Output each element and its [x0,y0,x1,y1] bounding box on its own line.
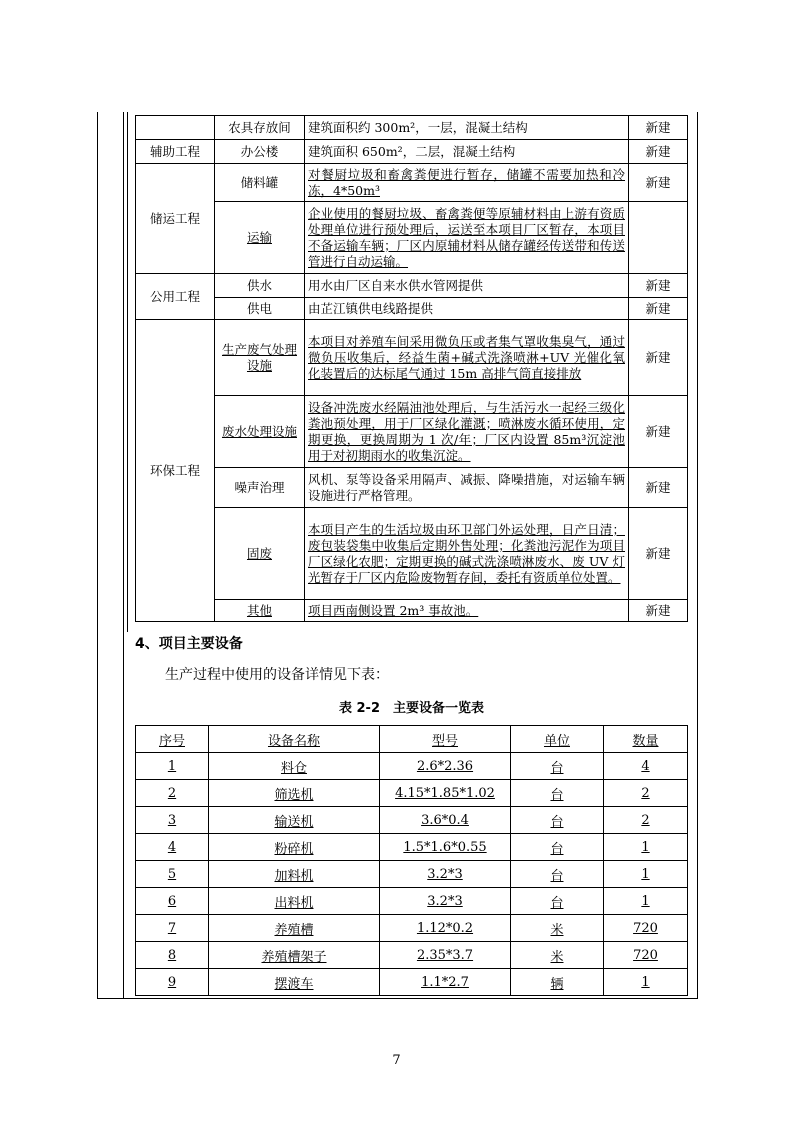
cell-model: 1.1*2.7 [380,969,511,996]
eng-sub: 运输 [215,202,305,274]
eng-sub: 固废 [215,508,305,600]
eng-sub: 其他 [215,600,305,622]
eng-sub: 噪声治理 [215,468,305,508]
equipment-table [135,725,688,996]
cell-qty: 720 [604,915,688,942]
header-unit: 单位 [511,726,604,753]
eng-desc: 由芷江镇供电线路提供 [305,298,629,320]
cell-qty: 2 [604,807,688,834]
cell-name: 出料机 [209,888,380,915]
header-qty: 数量 [604,726,688,753]
eng-status: 新建 [629,140,688,164]
eng-row-5 [136,274,688,298]
table-row [136,888,688,915]
table-row [136,780,688,807]
frame-inner-line-2 [127,112,128,632]
cell-unit: 台 [511,834,604,861]
cell-qty: 4 [604,753,688,780]
header-index: 序号 [136,726,209,753]
eng-sub: 废水处理设施 [215,396,305,468]
cell-index: 2 [136,780,209,807]
cell-name: 筛选机 [209,780,380,807]
table-caption: 表 2-2 主要设备一览表 [338,701,484,716]
cell-index: 9 [136,969,209,996]
intro-text: 生产过程中使用的设备详情见下表： [165,667,389,683]
eng-category: 储运工程 [136,164,215,274]
cell-name: 加料机 [209,861,380,888]
eng-category: 环保工程 [136,320,215,622]
header-model: 型号 [380,726,511,753]
eng-desc: 本项目产生的生活垃圾由环卫部门外运处理，日产日清；废包装袋集中收集后定期外售处理；化粪池污泥作为项目厂区绿化农肥；定期更换的碱式洗涤喷淋废水、废 UV 灯光暂存于厂区内危险废物暂存间，委托有资质单位处置。 [305,508,629,600]
eng-status: 新建 [629,116,688,140]
eng-desc: 用水由厂区自来水供水管网提供 [305,274,629,298]
eng-category [136,116,215,140]
engineering-table [135,115,688,622]
eng-row-4 [136,202,688,274]
eng-desc: 风机、泵等设备采用隔声、减振、降噪措施，对运输车辆设施进行严格管理。 [305,468,629,508]
table-row [136,807,688,834]
cell-model: 1.12*0.2 [380,915,511,942]
eng-sub: 生产废气处理设施 [215,320,305,396]
eng-category: 辅助工程 [136,140,215,164]
eng-category: 公用工程 [136,274,215,320]
cell-index: 3 [136,807,209,834]
eng-status: 新建 [629,508,688,600]
table-row [136,969,688,996]
cell-name: 料仓 [209,753,380,780]
cell-name: 输送机 [209,807,380,834]
eng-status: 新建 [629,298,688,320]
eng-desc: 项目西南侧设置 2m³ 事故池。 [305,600,629,622]
cell-model: 3.2*3 [380,861,511,888]
cell-qty: 1 [604,834,688,861]
cell-unit: 辆 [511,969,604,996]
cell-index: 6 [136,888,209,915]
section-heading: 4、项目主要设备 [135,636,243,652]
table-row [136,834,688,861]
eng-row-3 [136,164,688,202]
eng-status: 新建 [629,164,688,202]
table-row [136,753,688,780]
eng-row-2 [136,140,688,164]
frame-inner-line [123,112,124,999]
eng-status: 新建 [629,600,688,622]
cell-model: 3.2*3 [380,888,511,915]
eng-status: 新建 [629,320,688,396]
cell-model: 2.6*2.36 [380,753,511,780]
cell-name: 粉碎机 [209,834,380,861]
cell-index: 5 [136,861,209,888]
cell-name: 养殖槽架子 [209,942,380,969]
eng-row-6 [136,298,688,320]
eng-sub: 供电 [215,298,305,320]
eng-status: 新建 [629,396,688,468]
eng-desc: 建筑面积 650m²，二层，混凝土结构 [305,140,629,164]
page-number: 7 [392,1053,401,1068]
cell-model: 2.35*3.7 [380,942,511,969]
eng-sub: 储料罐 [215,164,305,202]
cell-unit: 台 [511,888,604,915]
eng-status [629,202,688,274]
eng-row-10 [136,508,688,600]
cell-qty: 1 [604,969,688,996]
cell-unit: 台 [511,780,604,807]
eng-row-11 [136,600,688,622]
cell-model: 3.6*0.4 [380,807,511,834]
table-row [136,915,688,942]
cell-index: 8 [136,942,209,969]
cell-model: 4.15*1.85*1.02 [380,780,511,807]
eng-row-7 [136,320,688,396]
cell-unit: 台 [511,753,604,780]
cell-name: 摆渡车 [209,969,380,996]
eng-status: 新建 [629,274,688,298]
eng-desc: 企业使用的餐厨垃圾、畜禽粪便等原辅材料由上游有资质处理单位进行预处理后，运送至本项目厂区暂存，本项目不备运输车辆；厂区内原辅材料从储存罐经传送带和传送管进行自动运输。 [305,202,629,274]
cell-qty: 1 [604,888,688,915]
cell-unit: 台 [511,861,604,888]
equipment-header-row [136,726,688,753]
table-row [136,942,688,969]
cell-unit: 台 [511,807,604,834]
eng-row-9 [136,468,688,508]
eng-desc: 本项目对养殖车间采用微负压或者集气罩收集臭气，通过微负压收集后，经益生菌+碱式洗涤喷淋+UV 光催化氧化装置后的达标尾气通过 15m 高排气筒直接排放 [305,320,629,396]
table-row [136,861,688,888]
eng-status: 新建 [629,468,688,508]
eng-desc: 对餐厨垃圾和畜禽粪便进行暂存，储罐不需要加热和冷冻，4*50m³ [305,164,629,202]
eng-row-1 [136,116,688,140]
eng-sub: 农具存放间 [215,116,305,140]
cell-unit: 米 [511,942,604,969]
cell-qty: 720 [604,942,688,969]
eng-desc: 建筑面积约 300m²，一层，混凝土结构 [305,116,629,140]
eng-sub: 供水 [215,274,305,298]
header-name: 设备名称 [209,726,380,753]
eng-desc: 设备冲洗废水经隔油池处理后，与生活污水一起经三级化粪池预处理，用于厂区绿化灌溉；喷淋废水循环使用，定期更换，更换周期为 1 次/年；厂区内设置 85m³沉淀池用于对初期雨水的收集沉淀。 [305,396,629,468]
cell-index: 7 [136,915,209,942]
cell-index: 4 [136,834,209,861]
cell-unit: 米 [511,915,604,942]
eng-sub: 办公楼 [215,140,305,164]
cell-index: 1 [136,753,209,780]
eng-row-8 [136,396,688,468]
cell-model: 1.5*1.6*0.55 [380,834,511,861]
cell-qty: 1 [604,861,688,888]
cell-name: 养殖槽 [209,915,380,942]
cell-qty: 2 [604,780,688,807]
